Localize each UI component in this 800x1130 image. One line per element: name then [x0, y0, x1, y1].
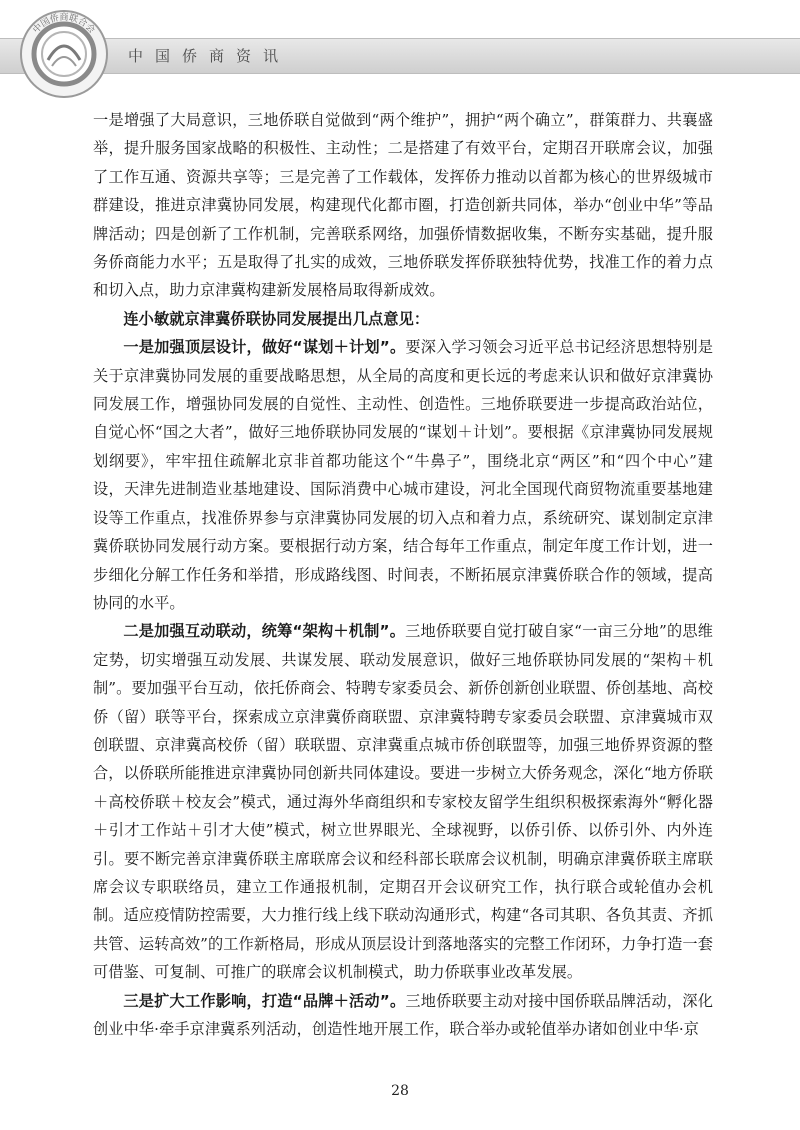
paragraph-2 [93, 305, 713, 333]
header-title: 中国侨商资讯 [128, 47, 291, 65]
paragraph-4-body: 三地侨联要自觉打破自家“一亩三分地”的思维定势，切实增强互动发展、共谋发展、联动发展意识，做好三地侨联协同发展的“架构＋机制”。要加强平台互动，依托侨商会、特聘专家委员会、新侨创新创业联盟、侨创基地、高校侨（留）联等平台，探索成立京津冀侨商联盟、京津冀特聘专家委员会联盟、京津冀城市双创联盟、京津冀高校侨（留）联联盟、京津冀重点城市侨创联盟等，加强三地侨界资源的整合，以侨联所能推进京津冀协同创新共同体建设。要进一步树立大侨务观念，深化“地方侨联＋高校侨联＋校友会”模式，通过海外华商组织和专家校友留学生组织积极探索海外“孵化器＋引才工作站＋引才大使”模式，树立世界眼光、全球视野，以侨引侨、以侨引外、内外连引。要不断完善京津冀侨联主席联席会议和经科部长联席会议机制，明确京津冀侨联主席联席会议专职联络员，建立工作通报机制，定期召开会议研究工作，执行联合或轮值办会机制。适应疫情防控需要，大力推行线上线下联动沟通形式，构建“各司其职、各负其责、齐抓共管、运转高效”的工作新格局，形成从顶层设计到落地落实的完整工作闭环，力争打造一套可借鉴、可复制、可推广的联席会议机制模式，助力侨联事业改革发展。 [93, 622, 713, 982]
page-number: 28 [391, 1083, 409, 1099]
paragraph-5-body: 三地侨联要主动对接中国侨联品牌活动，深化创业中华·牵手京津冀系列活动，创造性地开展工作，联合举办或轮值举办诸如创业中华·京 [93, 991, 713, 1038]
paragraph-2-text: 连小敏就京津冀侨联协同发展提出几点意见： [123, 309, 430, 328]
paragraph-5-lead: 三是扩大工作影响，打造“品牌＋活动”。 [123, 991, 406, 1010]
article-body [93, 106, 713, 1043]
paragraph-3 [93, 333, 713, 617]
header-band [0, 38, 800, 74]
paragraph-3-lead: 一是加强顶层设计，做好“谋划＋计划”。 [123, 338, 406, 357]
logo-emblem-icon [18, 8, 110, 100]
paragraph-1: 一是增强了大局意识，三地侨联自觉做到“两个维护”，拥护“两个确立”，群策群力、共襄盛举，提升服务国家战略的积极性、主动性；二是搭建了有效平台，定期召开联席会议，加强了工作互通、资源共享等；三是完善了工作载体，发挥侨力推动以首都为核心的世界级城市群建设，推进京津冀协同发展，构建现代化都市圈，打造创新共同体，举办“创业中华”等品牌活动；四是创新了工作机制，完善联系网络，加强侨情数据收集，不断夯实基础，提升服务侨商能力水平；五是取得了扎实的成效，三地侨联发挥侨联独特优势，找准工作的着力点和切入点，助力京津冀构建新发展格局取得新成效。 [93, 111, 713, 300]
paragraph-4-lead: 二是加强互动联动，统筹“架构＋机制”。 [123, 622, 406, 641]
paragraph-5 [93, 987, 713, 1044]
paragraph-3-body: 要深入学习领会习近平总书记经济思想特别是关于京津冀协同发展的重要战略思想，从全局的高度和更长远的考虑来认识和做好京津冀协同发展工作，增强协同发展的自觉性、主动性、创造性。三地侨联要进一步提高政治站位，自觉心怀“国之大者”，做好三地侨联协同发展的“谋划＋计划”。要根据《京津冀协同发展规划纲要》，牢牢扭住疏解北京非首都功能这个“牛鼻子”，围绕北京“两区”和“四个中心”建设，天津先进制造业基地建设、国际消费中心城市建设，河北全国现代商贸物流重要基地建设等工作重点，找准侨界参与京津冀协同发展的切入点和着力点，系统研究、谋划制定京津冀侨联协同发展行动方案。要根据行动方案，结合每年工作重点，制定年度工作计划，进一步细化分解工作任务和举措，形成路线图、时间表，不断拓展京津冀侨联合作的领域，提高协同的水平。 [93, 338, 713, 612]
paragraph-4 [93, 617, 713, 986]
logo-text: 中国侨商联合会 [31, 13, 97, 36]
